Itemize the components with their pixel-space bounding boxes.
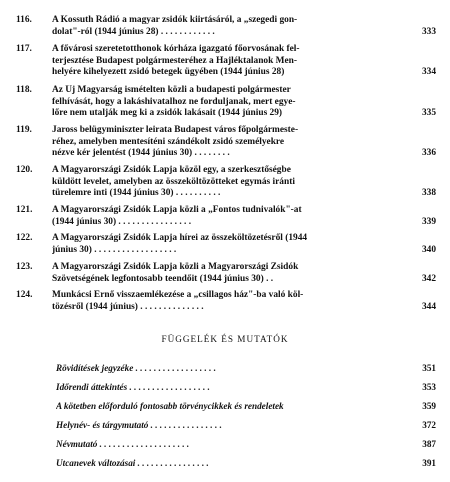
appendix-heading: FÜGGELÉK ÉS MUTATÓK: [161, 334, 289, 344]
appendix-item-place-subject-index: [56, 420, 436, 431]
entry-line: tözésről (1944 június) . . . . . . . . . . . . . .: [52, 301, 204, 312]
appendix-item-page-number: 351: [422, 363, 436, 373]
appendix-item-label: Rövidítések jegyzéke . . . . . . . . . . . . . . . . . .: [56, 363, 216, 373]
entry-text: [52, 233, 416, 256]
appendix-item-label: Névmutató . . . . . . . . . . . . . . . . . . . .: [56, 439, 190, 449]
entry-line: (1944 június 30) . . . . . . . . . . . . . . . .: [52, 216, 192, 227]
entry-line: helyére kihelyezett zsidó betegek ügyében (1944 június 28): [52, 67, 285, 78]
entry-text: [52, 85, 416, 120]
entry-line: réhez, amelyben mentesíténi szándékolt zsidó személyekre: [52, 136, 285, 147]
entry-number: 122.: [16, 233, 33, 243]
entry-page-number: 340: [421, 244, 436, 255]
appendix-item-label: A kötetben előforduló fontosabb törvénycikkek és rendeletek: [56, 401, 284, 411]
entry-line: felhívását, hogy a lakáshivatalhoz ne forduljanak, mert egye-: [52, 96, 296, 107]
entry-page-number: 336: [421, 148, 436, 159]
appendix-item-abbreviations: [56, 363, 436, 374]
appendix-item-chronology: [56, 382, 436, 393]
appendix-item-page-number: 372: [422, 420, 436, 430]
entry-number: 123.: [16, 262, 33, 272]
appendix-item-street-names: [56, 458, 436, 469]
entry-number: 117.: [16, 44, 32, 54]
entry-text: [52, 15, 416, 38]
entry-line: A Kossuth Rádió a magyar zsidók kiirtásáról, a „szegedi gon-: [52, 15, 298, 25]
appendix-item-page-number: 353: [422, 382, 436, 392]
appendix-item-page-number: 387: [422, 439, 436, 449]
entry-number: 121.: [16, 205, 33, 215]
appendix-item-laws: [56, 401, 436, 412]
entry-line: Jaross belügyminiszter leirata Budapest város főpolgármeste-: [52, 125, 299, 135]
entry-line: nézve kér jelentést (1944 június 30) . . . . . . . .: [52, 148, 230, 159]
entry-number: 120.: [16, 165, 33, 175]
entry-text: [52, 262, 416, 285]
entry-line: június 30) . . . . . . . . . . . . . . . . . .: [52, 244, 177, 255]
entry-page-number: 338: [421, 188, 436, 199]
entry-page-number: 334: [421, 67, 436, 78]
entry-line: Szövetségének legfontosabb teendőit (1944 június 30) . .: [52, 273, 274, 284]
appendix-item-label: Utcanevek változásai . . . . . . . . . . . . . . . .: [56, 458, 209, 468]
appendix-item-name-index: [56, 439, 436, 450]
entry-number: 124.: [16, 290, 33, 300]
entry-page-number: 344: [421, 301, 436, 312]
appendix-item-page-number: 359: [422, 401, 436, 411]
entry-line: dolat"-ról (1944 június 28) . . . . . . . . . . . .: [52, 26, 215, 37]
entry-line: A Magyarországi Zsidók Lapja közöl egy, a szerkesztőségbe: [52, 165, 291, 175]
entry-page-number: 342: [421, 273, 436, 284]
entry-line: lőre nem utalják meg ki a zsidók lakásait (1944 június 29): [52, 108, 283, 119]
entry-page-number: 333: [421, 26, 436, 37]
entry-line: türelemre inti (1944 június 30) . . . . . . . . . .: [52, 188, 221, 199]
entry-text: [52, 290, 416, 313]
entry-page-number: 335: [421, 108, 436, 119]
entry-line: Munkácsi Ernő visszaemlékezése a „csillagos ház"-ba való köl-: [52, 290, 304, 300]
entry-text: [52, 44, 416, 79]
entry-line: A Magyarországi Zsidók Lapja közli a „Fontos tudnivalók"-at: [52, 205, 302, 215]
appendix-item-label: Időrendi áttekintés . . . . . . . . . . . . . . . . . .: [56, 382, 210, 392]
appendix-item-label: Helynév- és tárgymutató . . . . . . . . . . . . . . . .: [56, 420, 222, 430]
entry-number: 119.: [16, 125, 32, 135]
entry-line: terjesztése Budapest polgármesteréhez a Hajléktalanok Men-: [52, 55, 297, 66]
entry-text: [52, 125, 416, 160]
entry-line: A Magyarországi Zsidók Lapja közli a Magyarországi Zsidók: [52, 262, 299, 272]
entry-number: 118.: [16, 85, 32, 95]
entry-text: [52, 205, 416, 228]
entry-line: Az Új Magyarság ismételten közli a budapesti polgármester: [52, 85, 291, 95]
entry-line: A Magyarországi Zsidók Lapja hírei az összeköltözetésről (1944: [52, 233, 308, 243]
entry-text: [52, 165, 416, 200]
appendix-item-page-number: 391: [422, 458, 436, 468]
entry-page-number: 339: [421, 216, 436, 227]
entry-number: 116.: [16, 15, 32, 25]
entry-line: küldött levelet, amelyben az összeköltözötteket egymás iránti: [52, 176, 295, 187]
entry-line: A fővárosi szeretetotthonok kórháza igazgató főorvosának fel-: [52, 44, 300, 54]
